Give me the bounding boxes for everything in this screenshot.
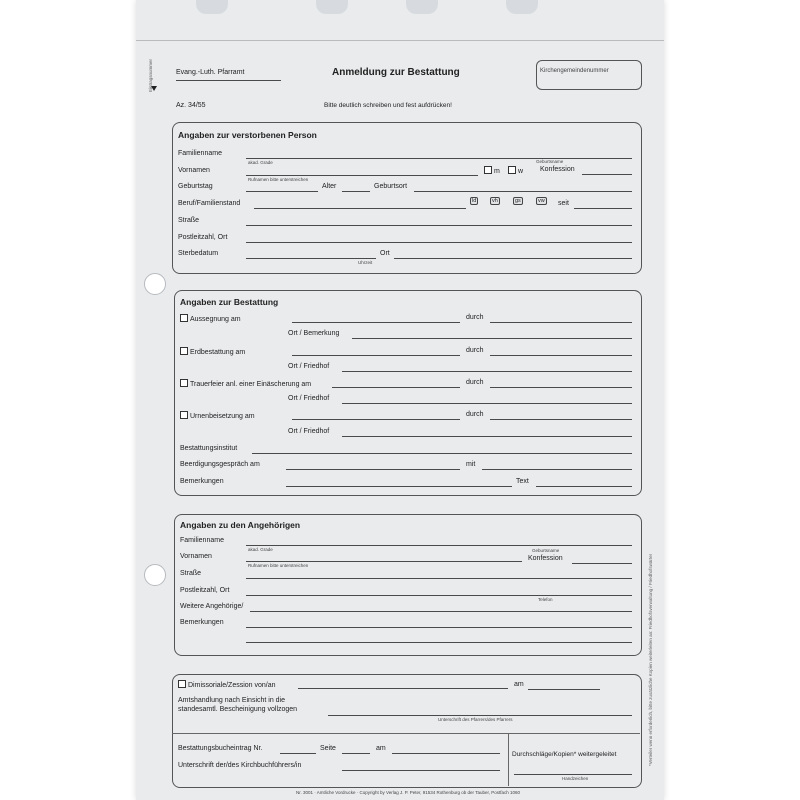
deceased-strasse-field[interactable]: [246, 225, 632, 226]
trauerfeier-ort-label: Ort / Friedhof: [288, 395, 330, 402]
seite-field[interactable]: [342, 753, 370, 754]
kb-signature-field[interactable]: [342, 770, 500, 771]
pfarrer-signature-caption: Unterschrift des Pfarrers/des Pfarrers: [438, 717, 513, 722]
admin-vertical-divider: [508, 733, 509, 786]
gender-m-option[interactable]: [484, 166, 500, 175]
relatives-plz-label: Postleitzahl, Ort: [180, 587, 230, 594]
urnenbeisetzung-ort-field[interactable]: [342, 436, 632, 437]
erdbestattung-label: Erdbestattung am: [190, 349, 246, 356]
urnenbeisetzung-ort-label: Ort / Friedhof: [288, 428, 330, 435]
urnenbeisetzung-label: Urnenbeisetzung am: [190, 413, 255, 420]
aussegnung-option[interactable]: [180, 314, 241, 323]
gender-w-checkbox[interactable]: [508, 166, 516, 174]
burial-text-field[interactable]: [536, 486, 632, 487]
institut-field[interactable]: [252, 453, 632, 454]
gender-w-label: w: [518, 168, 524, 175]
erdbestattung-option[interactable]: [180, 347, 245, 356]
punch-hole: [144, 273, 166, 295]
buch-am-label: am: [376, 745, 386, 752]
aussegnung-label: Aussegnung am: [190, 316, 241, 323]
deceased-strasse-label: Straße: [178, 217, 200, 224]
aussegnung-durch-field[interactable]: [490, 322, 632, 323]
reference-number: Az. 34/55: [176, 102, 206, 109]
gender-w-option[interactable]: [508, 166, 523, 175]
kb-signature-label: Unterschrift der/des Kirchbuchführers/in: [178, 762, 302, 769]
paper-tab: [406, 0, 438, 14]
dimissoriale-label: Dimissoriale/Zession von/an: [188, 682, 276, 689]
status-gs-option[interactable]: gs: [515, 198, 521, 204]
instruction-text: Bitte deutlich schreiben und fest aufdrücken!: [324, 102, 452, 109]
burial-text-label: Text: [516, 478, 529, 485]
divider: [136, 40, 664, 41]
relatives-weitere-label: Weitere Angehörige/: [180, 603, 244, 610]
relatives-vornamen-label: Vornamen: [180, 553, 212, 560]
burial-bemerkungen-field[interactable]: [286, 486, 512, 487]
distribution-side-note: *Verteiler wenn erforderlich, bitte zusätzliche Kopien weiterleiten an: Friedhofsverwaltung / Friedhofswärter: [648, 553, 653, 766]
relatives-familienname-field[interactable]: [246, 545, 632, 546]
deceased-rufnamen-hint: Rufnamen bitte unterstreichen: [248, 177, 309, 182]
deceased-vornamen-field[interactable]: [246, 175, 478, 176]
relatives-vornamen-field[interactable]: [246, 561, 522, 562]
deceased-geburtsort-field[interactable]: [414, 191, 632, 192]
trauerfeier-field[interactable]: [332, 387, 460, 388]
deceased-geburtstag-field[interactable]: [246, 191, 318, 192]
relatives-weitere-field[interactable]: [250, 611, 632, 612]
deceased-ort-field[interactable]: [394, 258, 632, 259]
trauerfeier-checkbox[interactable]: [180, 379, 188, 387]
deceased-seit-field[interactable]: [574, 208, 632, 209]
burial-bemerkungen-label: Bemerkungen: [180, 478, 224, 485]
deceased-section: [172, 122, 642, 274]
relatives-telefon-hint: Telefon: [538, 597, 553, 602]
deceased-geburtsort-label: Geburtsort: [374, 183, 408, 190]
deceased-familienname-field[interactable]: [246, 158, 632, 159]
relatives-bemerkungen-label: Bemerkungen: [180, 619, 224, 626]
deceased-beruf-field[interactable]: [254, 208, 466, 209]
gespraech-label: Beerdigungsgespräch am: [180, 461, 260, 468]
buch-nr-field[interactable]: [280, 753, 316, 754]
relatives-familienname-label: Familienname: [180, 537, 224, 544]
status-vh-option[interactable]: vh: [492, 198, 498, 204]
trauerfeier-label: Trauerfeier anl. einer Einäscherung am: [190, 381, 312, 388]
relatives-rufnamen-hint: Rufnamen bitte unterstreichen: [248, 563, 309, 568]
deceased-sterbedatum-field[interactable]: [246, 258, 376, 259]
dimissoriale-checkbox[interactable]: [178, 680, 186, 688]
aussegnung-durch-label: durch: [466, 314, 484, 321]
footer-imprint: Nr. 3001 · Amtliche Vordrucke · Copyright by Verlag J. P. Peter, 91534 Rothenburg ob der Tauber, Postfach 1060: [296, 790, 520, 795]
buch-am-field[interactable]: [392, 753, 500, 754]
erdbestattung-ort-label: Ort / Friedhof: [288, 363, 330, 370]
relatives-bemerkungen-field[interactable]: [246, 627, 632, 628]
urnenbeisetzung-option[interactable]: [180, 411, 255, 420]
status-vw-option[interactable]: vw: [538, 198, 545, 204]
deceased-plz-label: Postleitzahl, Ort: [178, 234, 228, 241]
handzeichen-caption: Handzeichen: [562, 776, 589, 781]
erdbestattung-field[interactable]: [292, 355, 460, 356]
trauerfeier-durch-field[interactable]: [490, 387, 632, 388]
deceased-geburtsname-hint: Geburtsname: [536, 159, 564, 164]
deceased-uhrzeit-hint: Uhrzeit: [358, 260, 373, 265]
erdbestattung-ort-field[interactable]: [342, 371, 632, 372]
dimissoriale-option[interactable]: [178, 680, 276, 689]
amtshandlung-label-1: Amtshandlung nach Einsicht in die: [178, 697, 286, 704]
institut-label: Bestattungsinstitut: [180, 445, 238, 452]
relatives-strasse-label: Straße: [180, 570, 202, 577]
relatives-geburtsname-hint: Geburtsname: [532, 548, 560, 553]
erdbestattung-checkbox[interactable]: [180, 347, 188, 355]
trauerfeier-ort-field[interactable]: [342, 403, 632, 404]
deceased-heading: Angaben zur verstorbenen Person: [178, 130, 317, 140]
deceased-vornamen-label: Vornamen: [178, 167, 210, 174]
deceased-konfession-label: Konfession: [540, 166, 575, 173]
punch-hole: [144, 564, 166, 586]
amtshandlung-signature-field[interactable]: [328, 715, 632, 716]
buch-nr-label: Bestattungsbucheintrag Nr.: [178, 745, 263, 752]
relatives-konfession-label: Konfession: [528, 555, 563, 562]
relatives-strasse-field[interactable]: [246, 578, 632, 579]
relatives-heading: Angaben zu den Angehörigen: [180, 520, 301, 530]
dimissoriale-field[interactable]: [298, 688, 508, 689]
gender-m-checkbox[interactable]: [484, 166, 492, 174]
deceased-konfession-field[interactable]: [582, 174, 632, 175]
deceased-seit-label: seit: [558, 200, 569, 207]
aussegnung-ort-field[interactable]: [352, 338, 632, 339]
relatives-akad-grade-hint: akad. Grade: [248, 547, 273, 552]
deceased-geburtstag-label: Geburtstag: [178, 183, 213, 190]
form-title: Anmeldung zur Bestattung: [332, 67, 460, 78]
admin-divider: [172, 733, 640, 734]
parish-number-box[interactable]: [536, 60, 642, 90]
erdbestattung-durch-label: durch: [466, 347, 484, 354]
handzeichen-field[interactable]: [514, 774, 632, 775]
gespraech-mit-field[interactable]: [482, 469, 632, 470]
deceased-alter-label: Alter: [322, 183, 337, 190]
office-line: [176, 80, 281, 81]
side-label: Eintragsnummer: [148, 58, 153, 92]
deceased-sterbedatum-label: Sterbedatum: [178, 250, 219, 257]
aussegnung-ort-label: Ort / Bemerkung: [288, 330, 340, 337]
durchschlaege-label: Durchschläge/Kopien* weitergeleitet: [512, 751, 617, 758]
parish-number-label: Kirchengemeindenummer: [540, 68, 609, 74]
dimissoriale-am-label: am: [514, 681, 524, 688]
aussegnung-checkbox[interactable]: [180, 314, 188, 322]
urnenbeisetzung-checkbox[interactable]: [180, 411, 188, 419]
deceased-familienname-label: Familienname: [178, 150, 222, 157]
aussegnung-field[interactable]: [292, 322, 460, 323]
dimissoriale-am-field[interactable]: [528, 689, 600, 690]
relatives-plz-field[interactable]: [246, 595, 632, 596]
burial-heading: Angaben zur Bestattung: [180, 297, 279, 307]
paper-tab: [316, 0, 348, 14]
gespraech-field[interactable]: [286, 469, 460, 470]
erdbestattung-durch-field[interactable]: [490, 355, 632, 356]
deceased-akad-grade-hint: akad. Grade: [248, 160, 273, 165]
form-sheet: [136, 0, 664, 800]
deceased-alter-field[interactable]: [342, 191, 370, 192]
urnenbeisetzung-field[interactable]: [292, 419, 460, 420]
deceased-beruf-label: Beruf/Familienstand: [178, 200, 241, 207]
deceased-plz-field[interactable]: [246, 242, 632, 243]
relatives-bemerkungen-field-2[interactable]: [246, 642, 632, 643]
gender-m-label: m: [494, 168, 500, 175]
relatives-section: [174, 514, 642, 656]
gespraech-mit-label: mit: [466, 461, 476, 468]
urnenbeisetzung-durch-label: durch: [466, 411, 484, 418]
amtshandlung-label-2: standesamtl. Bescheinigung vollzogen: [178, 706, 298, 713]
trauerfeier-durch-label: durch: [466, 379, 484, 386]
office-label: Evang.-Luth. Pfarramt: [176, 69, 245, 76]
seite-label: Seite: [320, 745, 336, 752]
trauerfeier-option[interactable]: [180, 379, 311, 388]
paper-tab: [196, 0, 228, 14]
relatives-konfession-field[interactable]: [572, 563, 632, 564]
urnenbeisetzung-durch-field[interactable]: [490, 419, 632, 420]
status-ld-option[interactable]: ld: [472, 198, 477, 204]
arrow-down-icon: [151, 86, 157, 91]
deceased-ort-label: Ort: [380, 250, 390, 257]
paper-tab: [506, 0, 538, 14]
